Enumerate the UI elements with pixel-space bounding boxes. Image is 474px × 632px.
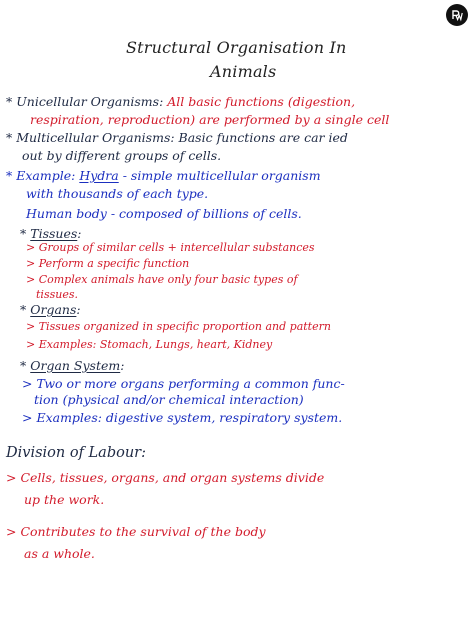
tissues-point-2: > Perform a specific function xyxy=(26,257,190,270)
page-title: Structural Organisation In xyxy=(126,38,347,57)
example-line-2: with thousands of each type. xyxy=(26,186,209,201)
organs-point-1: > Tissues organized in specific proportion and pattern xyxy=(26,320,331,333)
pw-logo-glyph xyxy=(446,4,468,26)
organ-system-heading-text: Organ System xyxy=(30,358,121,373)
organ-system-heading xyxy=(20,360,124,373)
example-line-3: Human body - composed of billions of cells. xyxy=(26,206,302,221)
division-point-1-cont: up the work. xyxy=(24,492,105,507)
bullet-marker: * xyxy=(20,226,27,241)
example-desc: - simple multicellular organism xyxy=(122,168,321,183)
example-point xyxy=(6,170,321,183)
heading-colon: : xyxy=(77,226,82,241)
unicellular-point xyxy=(6,96,355,109)
multicellular-point xyxy=(6,132,348,145)
pw-logo-icon xyxy=(446,4,468,26)
example-organism: Hydra xyxy=(79,168,119,183)
unicellular-term: Unicellular Organisms: xyxy=(16,94,164,109)
division-point-2: > Contributes to the survival of the body xyxy=(6,524,266,539)
heading-colon: : xyxy=(76,302,81,317)
division-heading: Division of Labour: xyxy=(6,445,146,461)
bullet-marker: * xyxy=(20,302,27,317)
bullet-marker: * xyxy=(20,358,27,373)
organ-system-point-1: > Two or more organs performing a common func- xyxy=(22,376,345,391)
multicellular-text-line-2: out by different groups of cells. xyxy=(22,148,222,163)
tissues-point-1: > Groups of similar cells + intercellular substances xyxy=(26,241,315,254)
organs-point-2: > Examples: Stomach, Lungs, heart, Kidney xyxy=(26,338,273,351)
organs-heading-text: Organs xyxy=(30,302,77,317)
organ-system-point-2: > Examples: digestive system, respiratory system. xyxy=(22,410,343,425)
bullet-marker: * xyxy=(6,94,13,109)
tissues-heading xyxy=(20,228,81,241)
unicellular-desc-line-2: respiration, reproduction) are performed by a single cell xyxy=(30,112,390,127)
tissues-heading-text: Tissues xyxy=(30,226,78,241)
division-point-1: > Cells, tissues, organs, and organ systems divide xyxy=(6,470,325,485)
multicellular-text: Multicellular Organisms: Basic functions are car ied xyxy=(16,130,348,145)
page-title-line-2: Animals xyxy=(210,62,277,81)
organ-system-point-1-cont: tion (physical and/or chemical interaction) xyxy=(34,392,304,407)
tissues-point-3: > Complex animals have only four basic types of xyxy=(26,273,298,286)
tissues-point-3-cont: tissues. xyxy=(36,288,78,301)
unicellular-desc: All basic functions (digestion, xyxy=(167,94,356,109)
bullet-marker: * xyxy=(6,130,13,145)
example-prefix: Example: xyxy=(16,168,76,183)
division-point-2-cont: as a whole. xyxy=(24,546,95,561)
bullet-marker: * xyxy=(6,168,13,183)
heading-colon: : xyxy=(120,358,125,373)
organs-heading xyxy=(20,304,81,317)
